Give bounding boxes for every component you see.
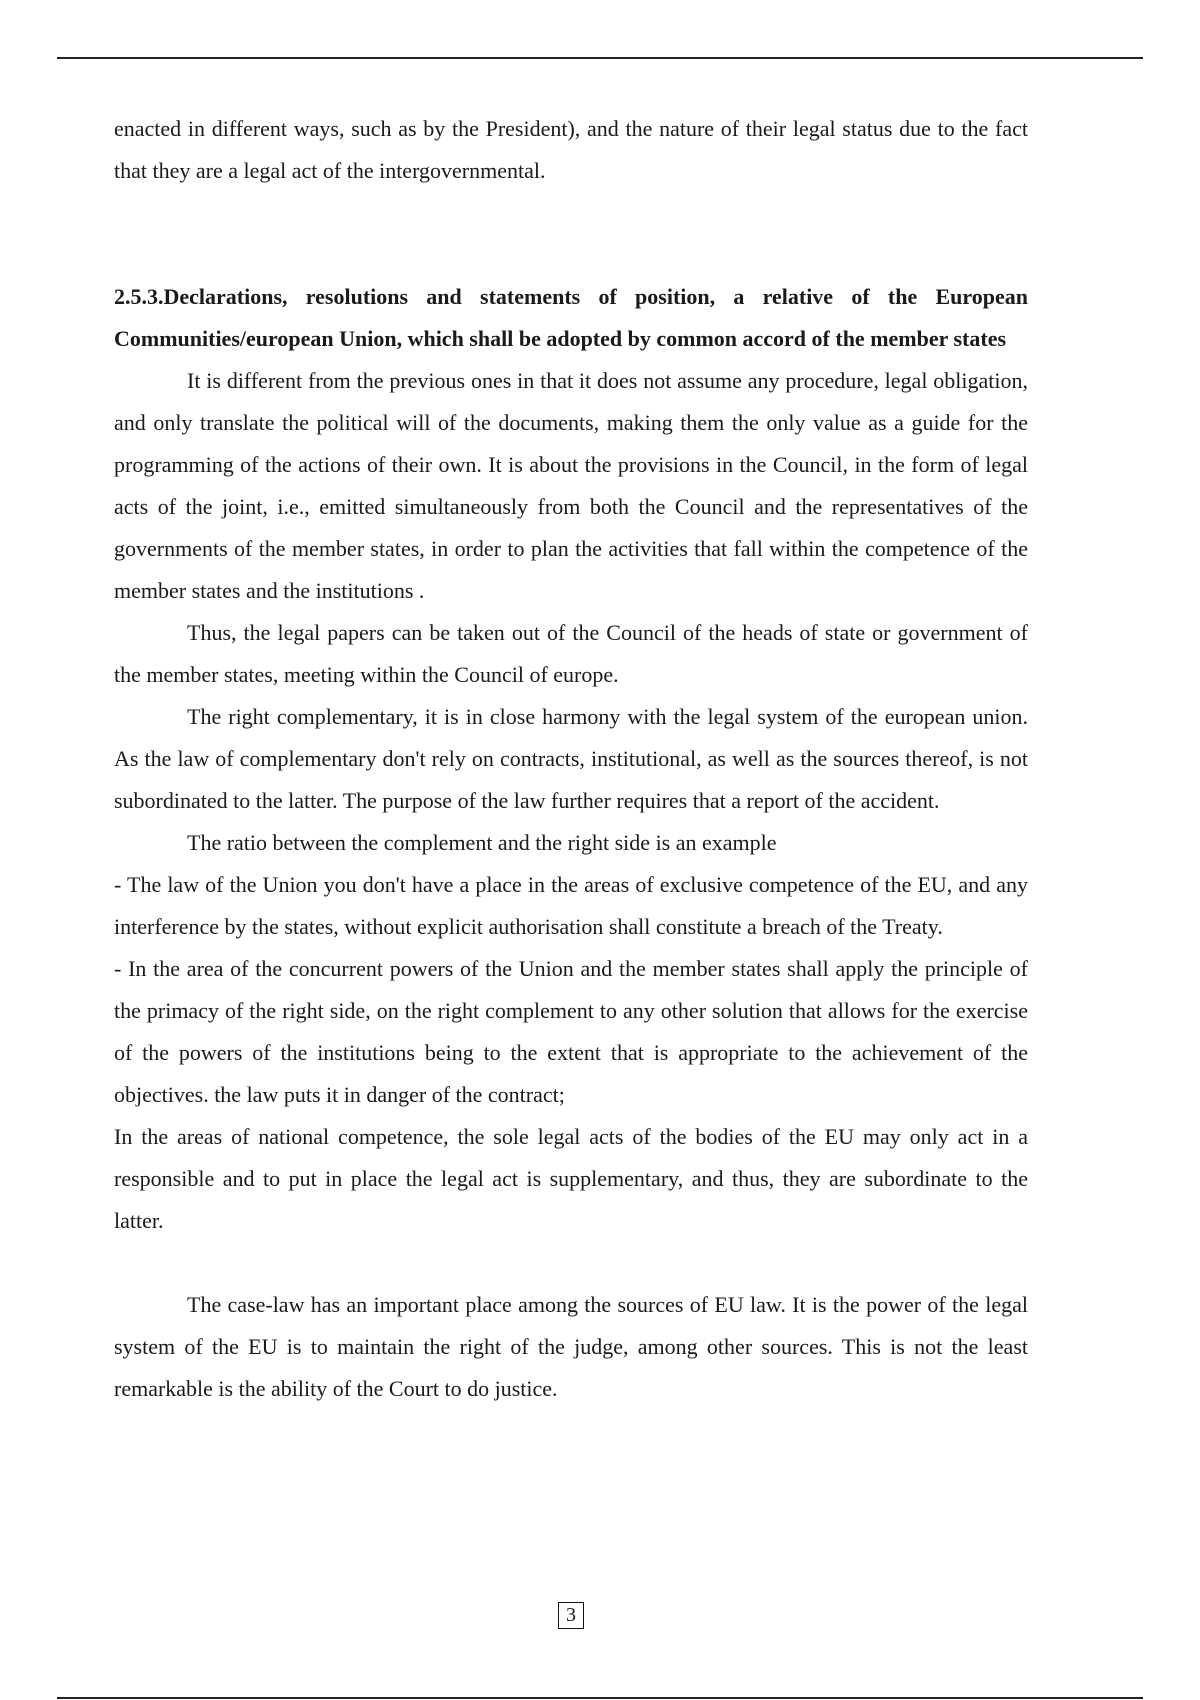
paragraph: In the areas of national competence, the sole legal acts of the bodies of the EU may only act in a responsible and to put in place the legal act is supplementary, and thus, they are subordinate to the latter. (114, 1124, 1028, 1233)
section-heading: 2.5.3.Declarations, resolutions and statements of position, a relative of the European Communities/european Union, which shall be adopted by common accord of the member states (114, 284, 1028, 351)
paragraph: The right complementary, it is in close harmony with the legal system of the european union. As the law of complementary don't rely on contracts, institutional, as well as the sources thereof, is not subordinated to the latter. The purpose of the law further requires that a report of the accident. (114, 704, 1028, 813)
paragraph: The case-law has an important place among the sources of EU law. It is the power of the legal system of the EU is to maintain the right of the judge, among other sources. This is not the least remarkable is the ability of the Court to do justice. (114, 1292, 1028, 1401)
paragraph: It is different from the previous ones in that it does not assume any procedure, legal obligation, and only translate the political will of the documents, making them the only value as a guide for the programming of the actions of their own. It is about the provisions in the Council, in the form of legal acts of the joint, i.e., emitted simultaneously from both the Council and the representatives of the governments of the member states, in order to plan the activities that fall within the competence of the member states and the institutions . (114, 368, 1028, 603)
list-item: - The law of the Union you don't have a place in the areas of exclusive competence of the EU, and any interference by the states, without explicit authorisation shall constitute a breach of the Treaty. (114, 872, 1028, 939)
document-body (114, 108, 1028, 1410)
header-rule (57, 57, 1143, 59)
paragraph: Thus, the legal papers can be taken out of the Council of the heads of state or government of the member states, meeting within the Council of europe. (114, 620, 1028, 687)
paragraph-continuation: enacted in different ways, such as by the President), and the nature of their legal status due to the fact that they are a legal act of the intergovernmental. (114, 116, 1028, 183)
footer-rule (57, 1697, 1143, 1699)
list-item: - In the area of the concurrent powers of the Union and the member states shall apply the principle of the primacy of the right side, on the right complement to any other solution that allows for the exercise of the powers of the institutions being to the extent that is appropriate to the achievement of the objectives. the law puts it in danger of the contract; (114, 956, 1028, 1107)
paragraph: The ratio between the complement and the right side is an example (187, 830, 777, 855)
page-number: 3 (558, 1602, 584, 1629)
